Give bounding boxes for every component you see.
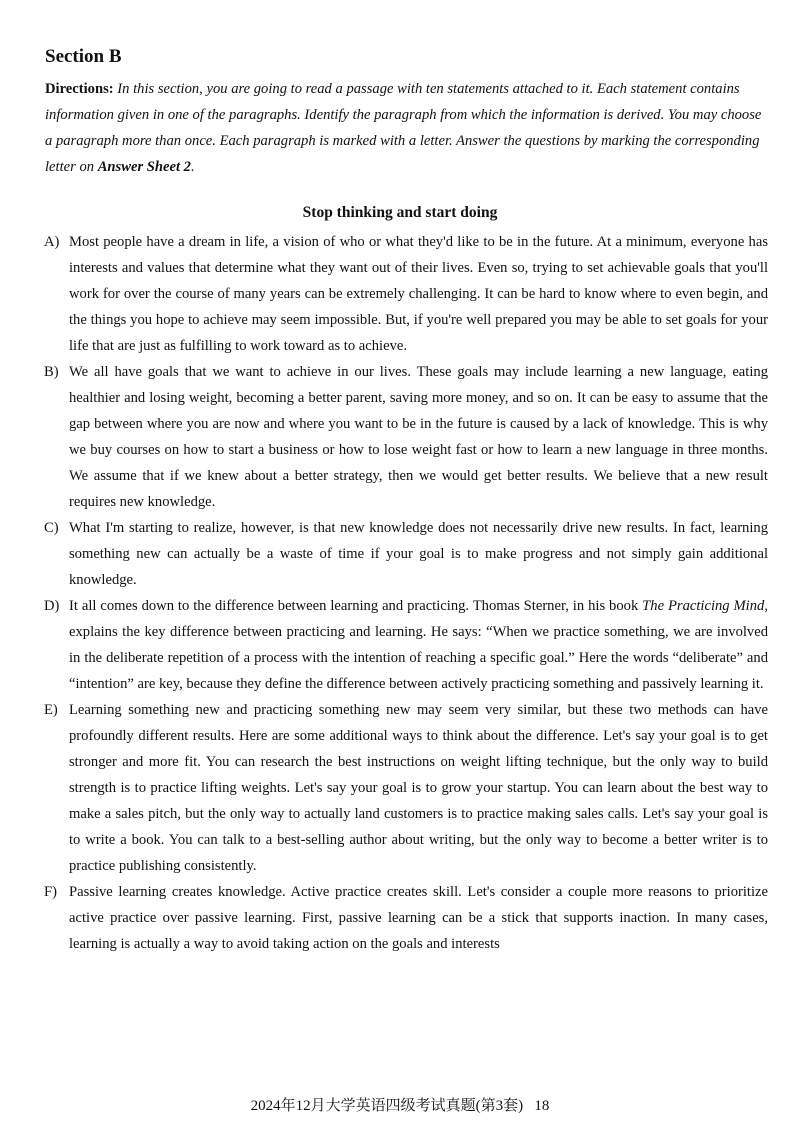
paragraph-text: Most people have a dream in life, a vision of who or what they'd like to be in the future. At a minimum, everyone has interests and values that determine what they want out of their lives. Even so, trying to set achievable goals that you'll work for over the course of many years can be extremely challenging. It can be hard to know where to even begin, and the things you hope to achieve may seem impossible. But, if you're well prepared you may be able to set goals for your life that are just as fulfilling to work toward as to achieve. <box>69 234 768 354</box>
paragraph-a <box>44 229 768 359</box>
paragraph-letter: D) <box>44 598 60 614</box>
paragraph-text-after: , explains the key difference between practicing and learning. He says: “When we practice something, we are involved in the deliberate repetition of a process with the intention of reaching a specific goal.” Here the words “deliberate” and “intention” are key, because they define the difference between actively practicing something and passively learning it. <box>69 598 768 692</box>
paragraph-text-before: It all comes down to the difference between learning and practicing. Thomas Sterner, in his book <box>69 598 643 614</box>
paragraph-letter: F) <box>44 884 57 900</box>
paragraph-f <box>44 879 768 957</box>
book-title: The Practicing Mind <box>642 598 765 614</box>
answer-sheet-ref: Answer Sheet 2 <box>97 159 191 175</box>
directions-label: Directions: <box>45 81 114 97</box>
section-title: Section B <box>45 46 122 67</box>
paragraph-text: What I'm starting to realize, however, is that new knowledge does not necessarily drive new results. In fact, learning something new can actually be a waste of time if your goal is to make progress and not simply gain additional knowledge. <box>69 520 768 588</box>
paragraph-text: Learning something new and practicing something new may seem very similar, but these two methods can have profoundly different results. Here are some additional ways to think about the difference. Let's say your goal is to get stronger and more fit. You can research the best instructions on weight lifting technique, but the only way to build strength is to practice lifting weights. Let's say your goal is to grow your startup. You can learn about the best way to make a sales pitch, but the only way to actually land customers is to practice making sales calls. Let's say your goal is to write a book. You can talk to a best-selling author about writing, but the only way to become a better writer is to practice publishing consistently. <box>69 702 768 874</box>
paragraph-letter: E) <box>44 702 58 718</box>
paragraph-d <box>44 593 768 697</box>
page-footer <box>0 1094 800 1115</box>
page-number: 18 <box>534 1098 550 1114</box>
paragraph-c <box>44 515 768 593</box>
directions <box>45 76 767 180</box>
paragraph-text: Passive learning creates knowledge. Active practice creates skill. Let's consider a couple more reasons to prioritize active practice over passive learning. First, passive learning can be a stick that supports inaction. In many cases, learning is actually a way to avoid taking action on the goals and interests <box>69 884 768 952</box>
paragraph-letter: A) <box>44 234 60 250</box>
paragraph-letter: B) <box>44 364 59 380</box>
paragraph-b <box>44 359 768 515</box>
paragraph-letter: C) <box>44 520 59 536</box>
directions-end: . <box>190 159 195 175</box>
directions-text <box>45 81 761 175</box>
footer-title: 2024年12月大学英语四级考试真题(第3套) <box>250 1098 524 1114</box>
paragraph-e <box>44 697 768 879</box>
directions-body: In this section, you are going to read a passage with ten statements attached to it. Each statement contains information given in one of the paragraphs. Identify the paragraph from which the information is derived. You may choose a paragraph more than once. Each paragraph is marked with a letter. Answer the questions by marking the corresponding letter on <box>45 81 762 175</box>
passage-body <box>44 229 768 957</box>
passage-title: Stop thinking and start doing <box>302 204 498 221</box>
paragraph-text: We all have goals that we want to achieve in our lives. These goals may include learning a new language, eating healthier and losing weight, becoming a better parent, saving more money, and so on. It can be easy to assume that the gap between where you are now and where you want to be in the future is caused by a lack of knowledge. This is why we buy courses on how to start a business or how to lose weight fast or how to learn a new language in three months. We assume that if we knew about a better strategy, then we would get better results. We believe that a new result requires new knowledge. <box>69 364 768 510</box>
